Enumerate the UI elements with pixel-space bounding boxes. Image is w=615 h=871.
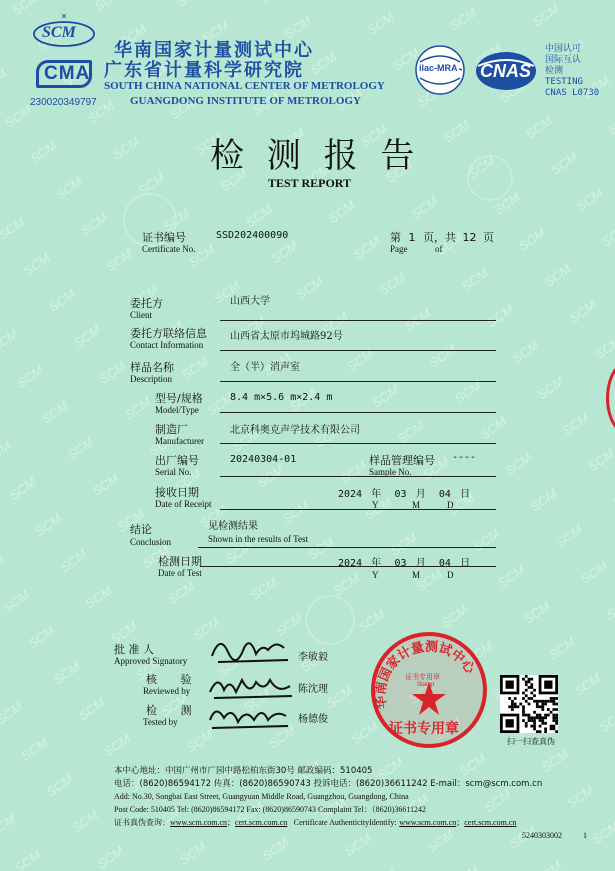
qr-code[interactable] [500,675,558,733]
svg-text:华南国家计量测试中心: 华南国家计量测试中心 [373,639,478,710]
footer-page-number: 1 [583,831,587,840]
cert-no-value: SSD202400090 [216,230,289,241]
serial-label: 出厂编号 [155,454,199,467]
receipt-label-en: Date of Receipt [155,499,212,509]
conclusion-value: 见检测结果 [208,521,258,532]
approved-name: 李敏毅 [298,652,328,663]
client-value: 山西大学 [230,296,270,307]
receipt-underline [220,509,496,510]
footer-contact-en: Post Code: 510405 Tel: (8620)86594172 Fax: (8620)86590743 Complaint Tel：（8620)36611242 [114,805,427,814]
cnas-note-line: CNAS L0730 [545,88,600,98]
page-prefix: 第 [390,231,401,244]
test-date-label: 检测日期 [158,555,202,568]
footer-contact-cn: 电话：(8620)86594172 传真：(8620)86590743 投诉电话：(8620)36611242 E-mail：scm@scm.com.cn [114,779,543,789]
contact-label-en: Contact Information [130,340,204,350]
reviewed-name: 陈沈理 [298,684,328,695]
verify-label-en: Certificate AuthenticityIdentify: [293,818,397,827]
tested-label-en: Tested by [143,717,178,727]
tested-label: 检 测 [146,704,202,717]
tested-name: 杨德俊 [298,714,328,725]
seal-center-text: 证书专用章 [389,721,459,737]
page-label-en: Page [390,244,408,254]
cnas-note-line: TESTING [545,77,583,87]
cnas-logo [474,50,538,92]
tested-signature [206,698,292,732]
cma-number: 230020349797 [30,97,97,108]
receipt-year: 2024 [338,489,363,500]
test-day: 04 [438,558,451,569]
receipt-d: D [447,500,454,510]
conclusion-underline [198,547,496,548]
page-suffix: 页 [483,231,494,244]
contact-underline [220,350,496,351]
contact-value: 山西省太原市坞城路92号 [230,331,343,342]
manufacturer-label-en: Manufacturer [155,436,204,446]
cnas-note [545,44,599,99]
sample-label-en: Description [130,374,172,384]
conclusion-label: 结论 [130,523,152,536]
cnas-note-line: 检测 [545,66,564,76]
serial-value: 20240304-01 [230,454,297,465]
manufacturer-underline [220,443,496,444]
of-label-en: of [435,244,443,254]
test-date-label-en: Date of Test [158,568,202,578]
footer-verify [114,817,516,828]
model-label: 型号/规格 [155,392,203,405]
scm-logo-text: SCM [42,24,76,41]
approved-signature [206,626,294,668]
verify-link[interactable]: cert.scm.com.cn [464,818,517,827]
test-date-underline [200,566,496,567]
contact-label: 委托方联络信息 [130,327,207,340]
cma-logo [36,60,92,88]
sample-value: 全（半）消声室 [230,362,300,373]
verify-sep: ； [227,818,236,827]
ilac-mra-text: ilac-MRA [419,63,458,73]
serial-underline [220,476,496,477]
official-seal [369,630,489,750]
verify-link[interactable]: www.scm.com.cn [170,818,228,827]
reviewed-signature [206,668,296,702]
org-name-en-2: GUANGDONG INSTITUTE OF METROLOGY [130,95,361,107]
receipt-y: Y [372,500,379,510]
sample-label: 样品名称 [130,361,174,374]
serial-label-en: Serial No. [155,467,192,477]
footer-address-en: Add: No.30, Songbai East Street, Guangyuan Middle Road, Guangzhou, Guangdong, China [114,792,409,801]
ilac-mra-logo [414,44,466,96]
page-total: 12 [462,231,477,244]
verify-link[interactable]: www.scm.com.cn [399,818,457,827]
client-label-en: Client [130,310,152,320]
reviewed-label: 核 验 [146,673,202,686]
sample-no-label: 样品管理编号 [369,454,435,467]
client-label: 委托方 [130,297,163,310]
approved-label: 批 准 人 [114,643,154,656]
approved-label-en: Approved Signatory [114,656,188,666]
model-value: 8.4 m×5.6 m×2.4 m [230,392,333,403]
seal-inner-text: 证书专用章 [405,673,440,681]
year-unit: 年 [371,489,382,500]
org-name-cn-2: 广东省计量科学研究院 [104,60,304,81]
page-number: 1 [408,231,416,244]
cnas-logo-text: CNAS [480,61,532,81]
cma-logo-text: CMA [44,63,91,84]
sample-no-label-en: Sample No. [369,467,412,477]
cert-no-label-en: Certificate No. [142,244,196,254]
verify-sep: ； [456,818,465,827]
receipt-day: 04 [438,489,451,500]
conclusion-label-en: Conclusion [130,537,172,547]
receipt-m: M [412,500,421,510]
month-unit: 月 [415,489,426,500]
day-unit: 日 [460,489,471,500]
sample-underline [220,381,496,382]
scm-logo [30,12,98,48]
page-mid: 页，共 [423,231,456,244]
report-title-en: TEST REPORT [268,176,352,190]
seal-inner-sub: Stamp [417,682,435,688]
receipt-label: 接收日期 [155,486,199,499]
reviewed-label-en: Reviewed by [143,686,191,696]
org-name-en-1: SOUTH CHINA NATIONAL CENTER OF METROLOGY [104,80,385,92]
test-d: D [447,570,454,580]
receipt-date [338,485,470,500]
cnas-note-line: 中国认可 [545,44,582,54]
client-underline [220,320,496,321]
conclusion-value-en: Shown in the results of Test [208,534,308,544]
footer-address-cn: 本中心地址：中国广州市广园中路松柏东街30号 邮政编码：510405 [114,766,373,776]
qr-caption: 扫一扫查真伪 [507,737,555,746]
test-month: 03 [394,558,407,569]
cnas-note-line: 国际互认 [545,55,582,65]
manufacturer-value: 北京科奥克声学技术有限公司 [230,425,360,436]
verify-link[interactable]: cert.scm.com.cn [235,818,288,827]
org-name-cn-1: 华南国家计量测试中心 [114,40,314,61]
verify-label-cn: 证书真伪查询： [114,818,170,827]
manufacturer-label: 制造厂 [155,423,188,436]
month-unit: 月 [415,558,426,569]
year-unit: 年 [371,558,382,569]
test-m: M [412,570,421,580]
test-y: Y [372,570,379,580]
receipt-month: 03 [394,489,407,500]
sample-no-value: ---- [452,452,477,463]
test-year: 2024 [338,558,363,569]
doc-code: 5240303002 [522,831,562,840]
svg-text:✕: ✕ [60,12,68,21]
model-underline [220,412,496,413]
cert-no-label: 证书编号 [142,231,186,244]
page-indicator [390,229,494,245]
report-title-cn: 检 测 报 告 [210,136,421,176]
model-label-en: Model/Type [155,405,199,415]
day-unit: 日 [460,558,471,569]
